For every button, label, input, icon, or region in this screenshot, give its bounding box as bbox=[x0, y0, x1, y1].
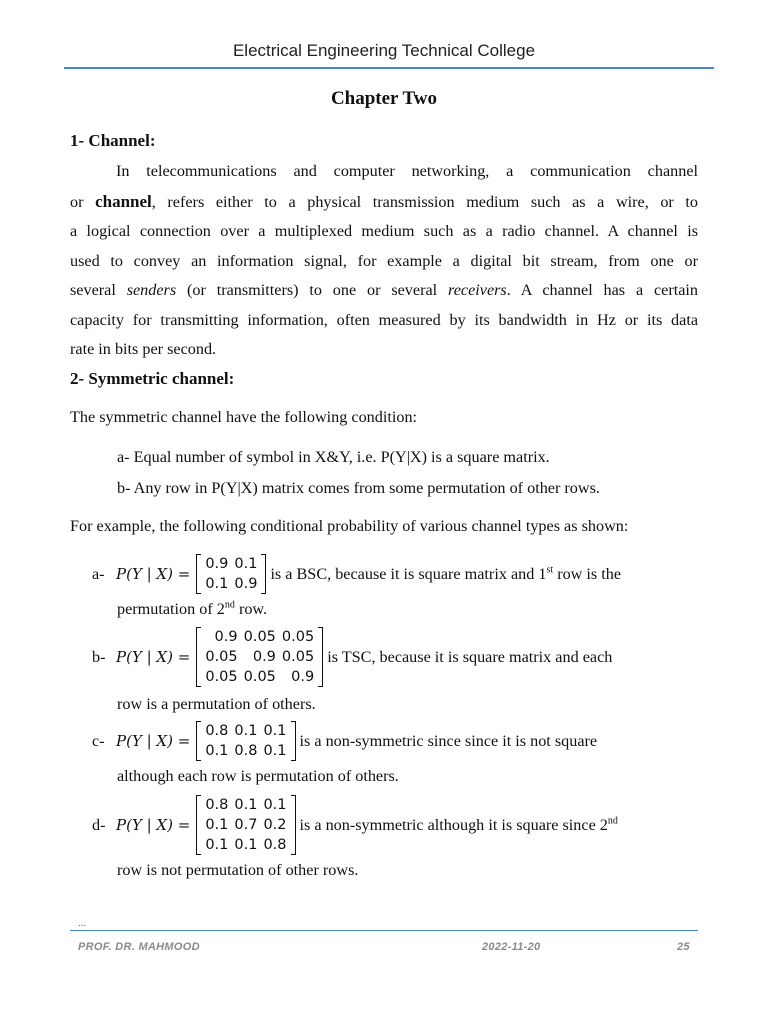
equation-c-continuation: although each row is permutation of others. bbox=[117, 767, 399, 785]
matrix-c bbox=[196, 721, 295, 761]
equation-b-label: b- bbox=[92, 647, 106, 666]
equation-a-description: is a BSC, because it is square matrix and 1st row is the bbox=[270, 564, 622, 583]
matrix-cell: 0.1 bbox=[234, 723, 258, 739]
channel-term: channel bbox=[95, 191, 152, 211]
paragraph-line-7: rate in bits per second. bbox=[70, 340, 217, 358]
footer-author: PROF. DR. MAHMOOD bbox=[78, 941, 200, 953]
matrix-cell: 0.8 bbox=[234, 743, 258, 759]
footer-divider bbox=[70, 930, 698, 931]
matrix-cell: 0.9 bbox=[214, 629, 238, 645]
matrix-cell: 0.8 bbox=[205, 797, 229, 813]
matrix-cell: 0.1 bbox=[205, 743, 229, 759]
matrix-cell: 0.8 bbox=[263, 837, 287, 853]
paragraph-line-1: In telecommunications and computer networking, a communication channel bbox=[116, 162, 698, 180]
matrix-cell: 0.05 bbox=[205, 669, 238, 685]
equation-a bbox=[92, 544, 621, 604]
matrix-right-bracket bbox=[291, 795, 296, 855]
footer-page-number: 25 bbox=[677, 941, 690, 953]
matrix-cell: 0.1 bbox=[205, 837, 229, 853]
equation-d-lhs: P(Y | X) = bbox=[116, 816, 191, 834]
equation-d bbox=[92, 795, 618, 855]
paragraph-line-2: or channel, refers either to a physical transmission medium such as a wire, or to bbox=[70, 191, 699, 211]
matrix-right-bracket bbox=[261, 554, 266, 594]
equation-d-continuation: row is not permutation of other rows. bbox=[117, 861, 359, 879]
paragraph-line-6: capacity for transmitting information, often measured by its bandwidth in Hz or its data bbox=[70, 310, 698, 329]
matrix-cell: 0.1 bbox=[205, 817, 229, 833]
matrix-cell: 0.7 bbox=[234, 817, 258, 833]
equation-c-description: is a non-symmetric since since it is not square bbox=[299, 731, 598, 750]
matrix-cell: 0.1 bbox=[234, 556, 258, 572]
section-heading-channel: 1- Channel: bbox=[70, 131, 156, 150]
channel-paragraph bbox=[70, 157, 698, 365]
matrix-right-bracket bbox=[291, 721, 296, 761]
paragraph-line-4: used to convey an information signal, for example a digital bit stream, from one or bbox=[70, 251, 698, 270]
equation-b bbox=[92, 627, 612, 687]
equation-a-continuation: permutation of 2nd row. bbox=[117, 599, 268, 618]
equation-a-lhs: P(Y | X) = bbox=[116, 565, 191, 583]
equation-a-label: a- bbox=[92, 564, 105, 583]
chapter-title: Chapter Two bbox=[330, 88, 438, 109]
matrix-cell: 0.9 bbox=[234, 576, 258, 592]
equation-b-description: is TSC, because it is square matrix and each bbox=[327, 647, 613, 666]
matrix-cell: 0.1 bbox=[263, 723, 287, 739]
matrix-cell: 0.2 bbox=[263, 817, 287, 833]
matrix-cell: 0.05 bbox=[281, 649, 315, 665]
paragraph-line-5: several senders (or transmitters) to one or several receivers. A channel has a certain bbox=[70, 281, 699, 299]
matrix-cell: 0.05 bbox=[243, 669, 276, 685]
matrix-cell: 0.1 bbox=[205, 576, 229, 592]
matrix-cell: 0.05 bbox=[205, 649, 238, 665]
matrix-right-bracket bbox=[318, 627, 323, 687]
equation-d-description: is a non-symmetric although it is square since 2nd bbox=[299, 815, 618, 834]
equation-b-lhs: P(Y | X) = bbox=[116, 648, 191, 666]
equation-c-lhs: P(Y | X) = bbox=[116, 732, 191, 750]
header-title: Electrical Engineering Technical College bbox=[232, 41, 536, 60]
matrix-cell: 0.1 bbox=[234, 837, 258, 853]
equation-c bbox=[92, 711, 597, 771]
receivers-term: receivers bbox=[448, 281, 507, 299]
matrix-d bbox=[196, 795, 295, 855]
equation-d-label: d- bbox=[92, 815, 106, 834]
footer-date: 2022-11-20 bbox=[482, 941, 541, 953]
matrix-cell: 0.1 bbox=[263, 743, 287, 759]
equation-b-continuation: row is a permutation of others. bbox=[117, 695, 316, 713]
matrix-cell: 0.05 bbox=[281, 629, 315, 645]
senders-term: senders bbox=[126, 281, 177, 299]
matrix-b bbox=[196, 627, 323, 687]
matrix-a bbox=[196, 554, 266, 594]
section-heading-symmetric: 2- Symmetric channel: bbox=[70, 369, 235, 388]
matrix-cell: 0.05 bbox=[243, 629, 276, 645]
paragraph-line-3: a logical connection over a multiplexed medium such as a radio channel. A channel is bbox=[70, 222, 698, 240]
footer-dots: ... bbox=[78, 918, 87, 929]
condition-a: a- Equal number of symbol in X&Y, i.e. P(Y|X) is a square matrix. bbox=[117, 448, 550, 466]
equation-c-label: c- bbox=[92, 731, 105, 750]
matrix-cell: 0.8 bbox=[205, 723, 229, 739]
symmetric-intro: The symmetric channel have the following condition: bbox=[70, 408, 418, 426]
example-intro: For example, the following conditional probability of various channel types as shown: bbox=[70, 517, 629, 535]
header-divider bbox=[64, 67, 714, 69]
matrix-cell: 0.9 bbox=[291, 669, 315, 685]
condition-b: b- Any row in P(Y|X) matrix comes from some permutation of other rows. bbox=[117, 479, 600, 497]
matrix-cell: 0.9 bbox=[252, 649, 276, 665]
matrix-cell: 0.9 bbox=[205, 556, 229, 572]
matrix-cell: 0.1 bbox=[234, 797, 258, 813]
matrix-cell: 0.1 bbox=[263, 797, 287, 813]
